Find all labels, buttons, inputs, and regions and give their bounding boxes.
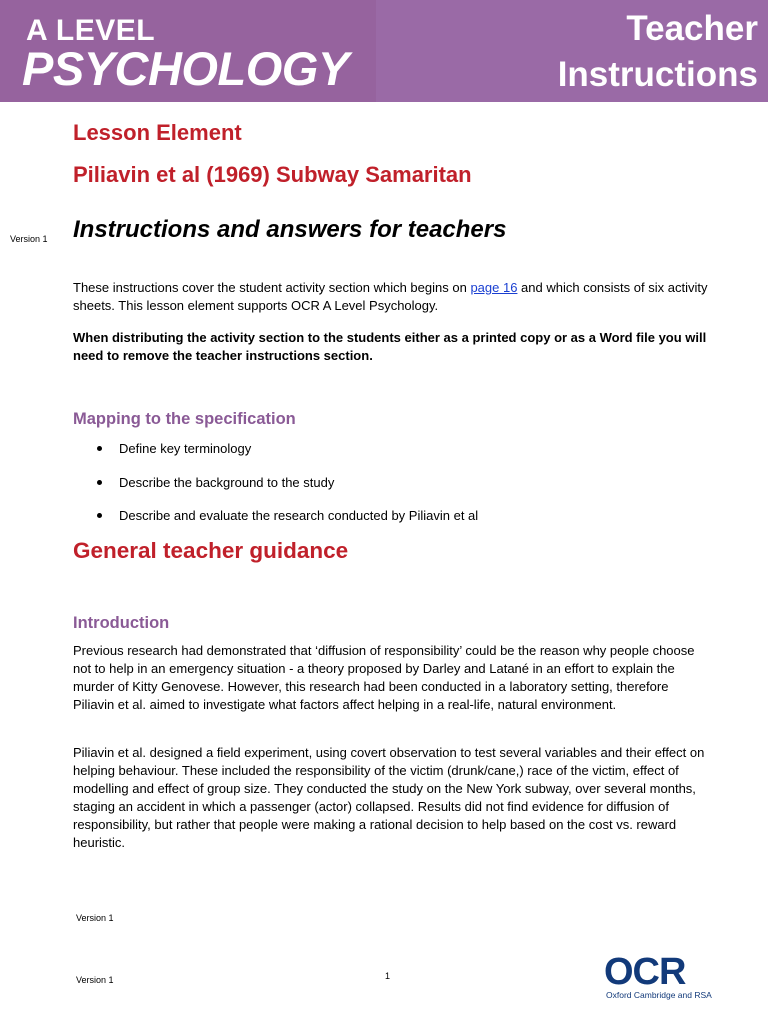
- intro-text-start: These instructions cover the student activity section which begins on: [73, 280, 471, 295]
- ocr-logo-tagline: Oxford Cambridge and RSA: [606, 990, 712, 1000]
- bullet-icon: [97, 513, 102, 518]
- guidance-heading: General teacher guidance: [73, 538, 349, 563]
- page-link[interactable]: page 16: [470, 280, 518, 295]
- list-item: [73, 499, 478, 533]
- list-item: [73, 466, 478, 500]
- subject-name: PSYCHOLOGY: [22, 42, 349, 95]
- subject-level: A LEVEL: [26, 14, 156, 47]
- bullet-icon: [97, 480, 102, 485]
- mapping-list: [73, 432, 478, 533]
- version-label-side: Version 1: [10, 234, 48, 244]
- list-item-text: Define key terminology: [119, 441, 252, 456]
- list-item: [73, 432, 478, 466]
- ocr-logo: [604, 952, 724, 1004]
- ocr-logo-word: OCR: [604, 951, 686, 993]
- guidance-paragraph-2: Piliavin et al. designed a field experiment, using covert observation to test several variables and their effect on helping behaviour. These included the responsibility of the victim (drunk/cane,) race of the victim, effect of modelling and effect of group size. They conducted the study on the New York subway, over several months, staging an accident in which a passenger (actor) collapsed. Results did not find evidence for diffusion of responsibility, but rather that people were making a rational decision to help based on the cost vs. reward heuristic.: [73, 745, 705, 850]
- footer-version-lower: Version 1: [76, 975, 114, 985]
- intro-paragraph: [73, 279, 713, 315]
- footer-version-upper: Version 1: [76, 913, 114, 923]
- document-type-line2: Instructions: [557, 55, 758, 94]
- introduction-heading: Introduction: [73, 614, 170, 632]
- list-item-text: Describe the background to the study: [119, 474, 335, 490]
- header-banner: [0, 0, 768, 102]
- lesson-kicker: Lesson Element: [73, 120, 242, 145]
- list-item-text: Describe and evaluate the research conducted by Piliavin et al: [119, 508, 479, 523]
- page-heading: Instructions and answers for teachers: [73, 216, 507, 243]
- document-type-line1: Teacher: [626, 9, 758, 48]
- bullet-icon: [97, 446, 102, 451]
- guidance-paragraph-1: Previous research had demonstrated that ‘diffusion of responsibility’ could be the reason why people choose not to help in an emergency situation - a theory proposed by Darley and Latané in an effort to explain the murder of Kitty Genovese. However, this research had been conducted in a laboratory setting, therefore Piliavin et al. aimed to investigate what factors affect helping in a real-life, natural environment.: [73, 643, 695, 712]
- distribution-note: When distributing the activity section to the students either as a printed copy or as a Word file you will need to remove the teacher instructions section.: [73, 330, 707, 363]
- lesson-title: Piliavin et al (1969) Subway Samaritan: [73, 162, 472, 187]
- document-type: [558, 6, 758, 98]
- page-number: 1: [385, 971, 391, 981]
- mapping-heading: Mapping to the specification: [73, 410, 296, 428]
- intro-text-end: and which consists of six activity sheets. This lesson element supports OCR A Level Psychology.: [73, 280, 708, 313]
